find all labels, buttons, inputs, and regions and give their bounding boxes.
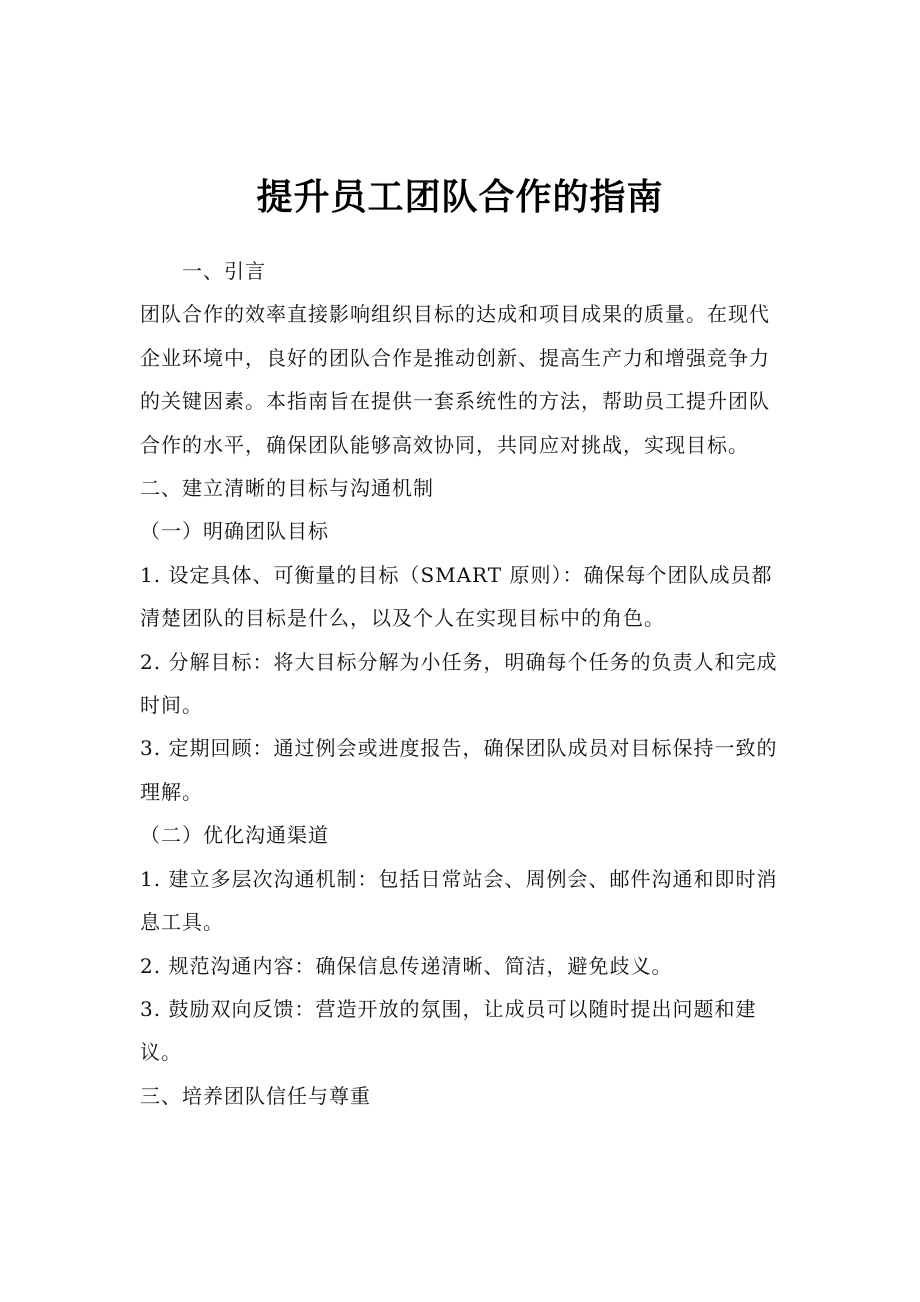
list-item: 3. 定期回顾：通过例会或进度报告，确保团队成员对目标保持一致的理解。 — [140, 736, 778, 804]
list-item: 2. 分解目标：将大目标分解为小任务，明确每个任务的负责人和完成时间。 — [140, 649, 778, 718]
list-item: 1. 设定具体、可衡量的目标（SMART 原则）：确保每个团队成员都清楚团队的目标是什么，以及个人在实现目标中的角色。 — [140, 562, 773, 631]
section-heading-goals-communication: 二、建立清晰的目标与沟通机制 — [140, 476, 434, 501]
subsection-heading-team-goals: （一）明确团队目标 — [140, 519, 329, 544]
list-item: 2. 规范沟通内容：确保信息传递清晰、简洁，避免歧义。 — [140, 953, 673, 978]
list-item: 3. 鼓励双向反馈：营造开放的氛围，让成员可以随时提出问题和建议。 — [140, 996, 757, 1065]
intro-paragraph: 团队合作的效率直接影响组织目标的达成和项目成果的质量。在现代企业环境中，良好的团队合作是推动创新、提高生产力和增强竞争力的关键因素。本指南旨在提供一套系统性的方法，帮助员工提升团队合作的水平，确保团队能够高效协同，共同应对挑战，实现目标。 — [140, 302, 770, 457]
document-title: 提升员工团队合作的指南 — [256, 177, 664, 219]
list-item: 1. 建立多层次沟通机制：包括日常站会、周例会、邮件沟通和即时消息工具。 — [140, 866, 778, 935]
subsection-heading-communication-channels: （二）优化沟通渠道 — [140, 823, 329, 848]
section-heading-trust-respect: 三、培养团队信任与尊重 — [140, 1083, 371, 1108]
document-body — [140, 250, 780, 1118]
section-heading-intro: 一、引言 — [182, 259, 266, 283]
